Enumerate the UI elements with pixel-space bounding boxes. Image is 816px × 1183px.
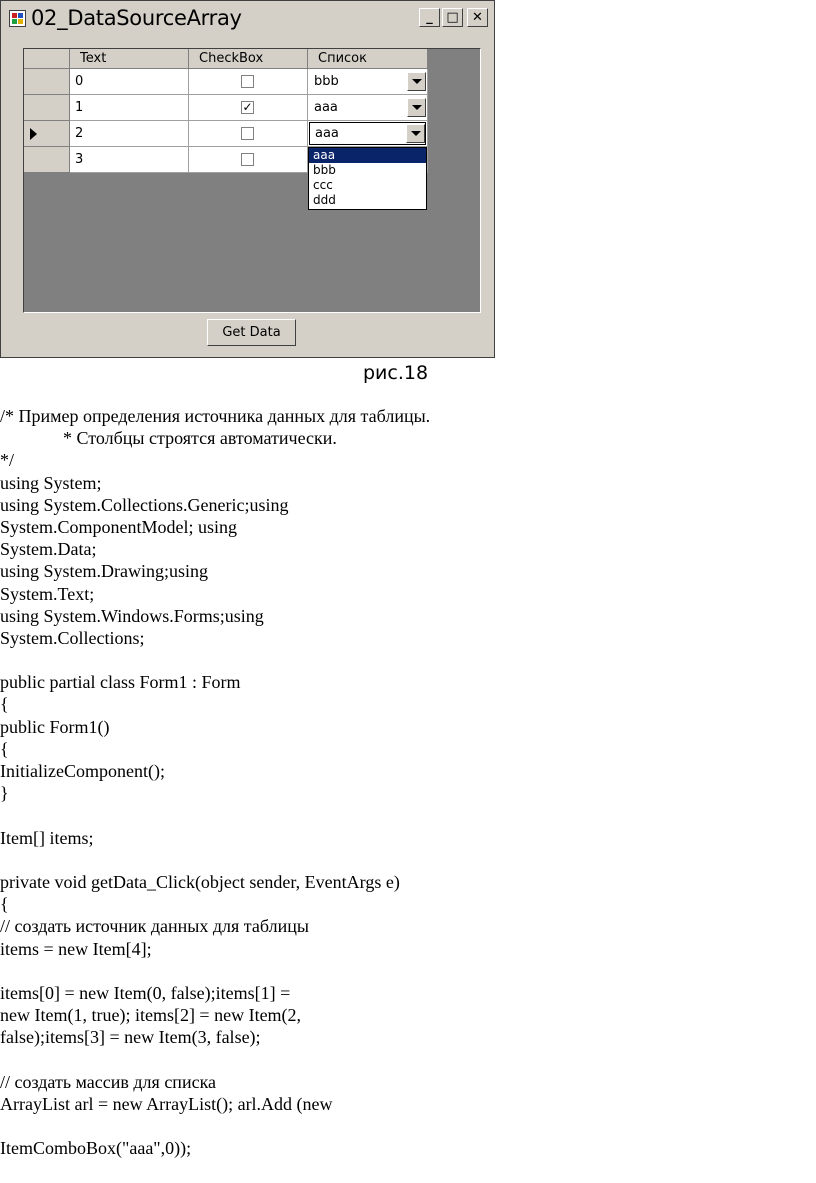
code-line: * Столбцы строятся автоматически. xyxy=(0,428,337,449)
current-row-icon xyxy=(30,128,37,140)
column-header-text[interactable]: Text xyxy=(70,49,189,69)
code-listing xyxy=(0,405,810,1159)
code-line xyxy=(0,1048,810,1070)
dropdown-arrow-icon[interactable] xyxy=(406,124,425,143)
cell-text[interactable]: 2 xyxy=(70,121,189,147)
cell-checkbox xyxy=(189,95,308,121)
cell-checkbox xyxy=(189,69,308,95)
dropdown-arrow-icon[interactable] xyxy=(407,98,426,117)
close-button[interactable]: ✕ xyxy=(467,8,488,27)
cell-list xyxy=(308,95,428,121)
code-line: new Item(1, true); items[2] = new Item(2, xyxy=(0,1005,302,1026)
code-line: items = new Item[4]; xyxy=(0,938,152,959)
code-line: using System.Windows.Forms;using xyxy=(0,605,264,626)
cell-text[interactable]: 1 xyxy=(70,95,189,121)
dropdown-option[interactable]: bbb xyxy=(313,163,336,177)
row-header[interactable] xyxy=(24,147,70,173)
code-line: private void getData_Click(object sender, EventArgs e) xyxy=(0,871,400,892)
grid-corner-header xyxy=(24,49,70,69)
code-line: using System; xyxy=(0,472,102,493)
figure-caption: рис.18 xyxy=(363,362,429,384)
list-combobox[interactable] xyxy=(309,97,426,118)
row-checkbox-checked[interactable]: ✓ xyxy=(242,100,253,114)
code-line xyxy=(0,804,810,826)
column-header-checkbox[interactable]: CheckBox xyxy=(189,49,308,69)
combobox-value: bbb xyxy=(314,74,339,89)
code-line: public partial class Form1 : Form xyxy=(0,672,241,693)
cell-list xyxy=(308,69,428,95)
dropdown-option[interactable]: ccc xyxy=(313,178,333,192)
code-line: { xyxy=(0,738,9,759)
code-line: using System.Collections.Generic;using xyxy=(0,494,289,515)
code-line: items[0] = new Item(0, false);items[1] = xyxy=(0,982,291,1003)
code-line: */ xyxy=(0,450,15,471)
code-line: System.ComponentModel; using xyxy=(0,516,238,537)
row-header[interactable] xyxy=(24,95,70,121)
code-line: Item[] items; xyxy=(0,827,94,848)
row-header[interactable] xyxy=(24,69,70,95)
cell-checkbox xyxy=(189,147,308,173)
app-icon xyxy=(9,10,26,27)
code-line xyxy=(0,960,810,982)
list-combobox-active[interactable] xyxy=(309,122,426,145)
combobox-value: aaa xyxy=(314,100,338,115)
code-line: System.Data; xyxy=(0,539,97,560)
row-checkbox[interactable] xyxy=(241,127,254,140)
dropdown-option[interactable]: aaa xyxy=(309,148,426,163)
code-line: /* Пример определения источника данных для таблицы. xyxy=(0,406,431,426)
column-header-list[interactable]: Список xyxy=(308,49,428,69)
code-line: System.Text; xyxy=(0,583,95,604)
row-header-current[interactable] xyxy=(24,121,70,147)
cell-list xyxy=(308,121,428,147)
code-line xyxy=(0,849,810,871)
code-line xyxy=(0,649,810,671)
code-line: using System.Drawing;using xyxy=(0,561,209,582)
code-line: { xyxy=(0,694,9,715)
code-line: System.Collections; xyxy=(0,627,145,648)
combobox-dropdown-list[interactable] xyxy=(308,147,427,210)
combobox-value: aaa xyxy=(315,126,339,141)
dropdown-option[interactable]: ddd xyxy=(313,193,336,207)
cell-text[interactable]: 0 xyxy=(70,69,189,95)
code-line: false);items[3] = new Item(3, false); xyxy=(0,1027,261,1048)
row-checkbox[interactable] xyxy=(241,75,254,88)
cell-text[interactable]: 3 xyxy=(70,147,189,173)
get-data-button[interactable]: Get Data xyxy=(207,319,296,346)
code-line xyxy=(0,1115,810,1137)
code-line: } xyxy=(0,783,9,804)
app-window xyxy=(0,0,495,358)
code-line: InitializeComponent(); xyxy=(0,761,165,781)
code-line: // создать источник данных для таблицы xyxy=(0,916,309,937)
code-line: // создать массив для списка xyxy=(0,1071,217,1092)
maximize-button[interactable]: □ xyxy=(442,8,463,27)
window-title: 02_DataSourceArray xyxy=(31,6,242,30)
row-checkbox[interactable] xyxy=(241,153,254,166)
cell-checkbox xyxy=(189,121,308,147)
minimize-button[interactable]: _ xyxy=(419,8,440,27)
code-line: public Form1() xyxy=(0,716,110,737)
code-line: ItemComboBox("aaa",0)); xyxy=(0,1138,192,1159)
list-combobox[interactable] xyxy=(309,71,426,92)
code-line: { xyxy=(0,894,9,915)
code-line: ArrayList arl = new ArrayList(); arl.Add (new xyxy=(0,1093,333,1114)
dropdown-arrow-icon[interactable] xyxy=(407,72,426,91)
